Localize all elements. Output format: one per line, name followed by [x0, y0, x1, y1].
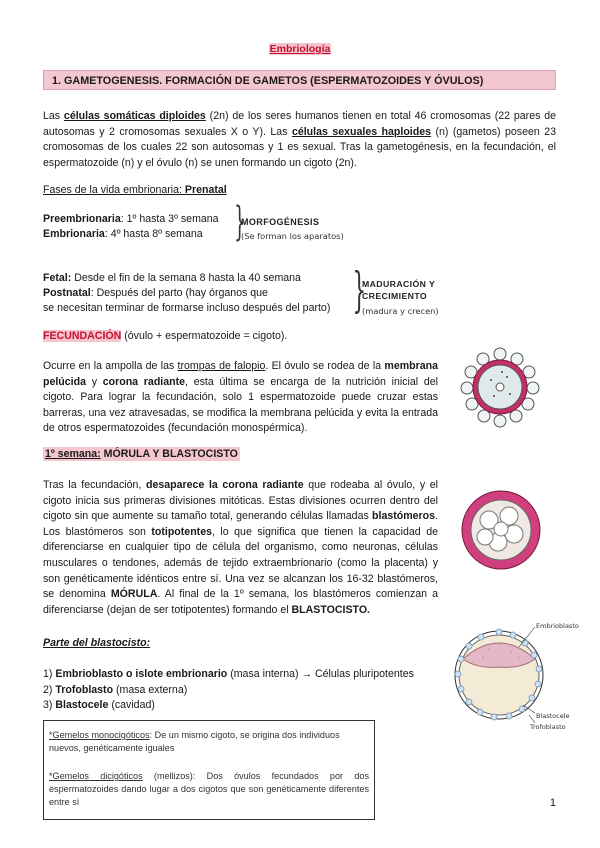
fecundacion-paragraph: Ocurre en la ampolla de las trompas de falopio. El óvulo se rodea de la membrana pelúcida y corona radiante, esta última se encarga de la nutrición inicial del cigoto. Para lograr la fecundación, solo 1 espermatozoide puede cruzar estas barreras, una vez atravesadas, se modifica la membrana pelúcida y evita la entrada de otros espermatozoides (fecundación monospérmica).: [43, 360, 438, 435]
phase-list-2: Fetal: Desde el fin de la semana 8 hasta la 40 semana Postnatal: Después del parto (hay órganos que se necesitan terminar de formarse incluso después del parto): [43, 272, 331, 314]
maduracion-label: MADURACIÓN Y: [362, 279, 436, 289]
blastocisto-illustration: [449, 617, 555, 739]
crecimiento-label: CRECIMIENTO: [362, 291, 428, 301]
semana1-heading: 1º semana: MÓRULA Y BLASTOCISTO: [45, 448, 238, 460]
section-heading-gametogenesis: 1. GAMETOGENESIS. FORMACIÓN DE GAMETOS (ESPERMATOZOIDES Y ÓVULOS): [43, 70, 556, 90]
morfogenesis-sub: (Se forman los aparatos): [241, 231, 344, 241]
label-blastocele: Blastocele: [536, 712, 570, 720]
document-title: Embriología: [269, 43, 331, 55]
brace-icon: }: [233, 199, 246, 245]
page-number: 1: [549, 797, 556, 809]
intro-paragraph: Las células somáticas diploides (2n) de los seres humanos tienen en total 46 cromosomas (22 pares de autosomas y 2 cromosomas sexuales X o Y). Las células sexuales haploides (n) (gametos) poseen 23 cromosomas de los cuales 22 son autosomas y 1 es sexual. Tras la gametogénesis, en la fecundación, el espermatozoide (n) y el óvulo (n) se unen formando un cigoto (2n).: [43, 110, 557, 169]
brace-icon: }: [352, 262, 367, 318]
phases-heading: Fases de la vida embrionaria: Prenatal: [43, 184, 227, 196]
list-item: 2) Trofoblasto (masa externa): [43, 683, 188, 696]
list-item: 1) Embrioblasto o islote embrionario (masa interna) → Células pluripotentes: [43, 668, 414, 680]
note-dicigoticos: *Gemelos dicigóticos (mellizos): Dos óvulos fecundados por dos espermatozoides dando lugar a dos cigotos que son genéticamente diferentes entre sí: [49, 771, 369, 807]
note-monocigoticos: *Gemelos monocigóticos: De un mismo cigoto, se origina dos individuos nuevos, genéticamente iguales: [49, 730, 340, 753]
blastocisto-heading: Parte del blastocisto:: [43, 637, 151, 649]
ovulo-illustration: [457, 344, 543, 430]
list-item: 3) Blastocele (cavidad): [43, 699, 155, 712]
semana1-paragraph: Tras la fecundación, desaparece la corona radiante que rodeaba al óvulo, y el cigoto inicia sus primeras divisiones mitóticas. Estas divisiones ocurren dentro del cigoto sin que aumente su tamaño total, generando células llamadas blastómeros. Los blastómeros son totipotentes, lo que significa que tienen la capacidad de diferenciarse en cualquier tipo de célula del organismo, como neuronas, células musculares o tendones, además de tejido extraembrionario (como la placenta) y son genéticamente idénticos entre sí. Una vez se alcanzan los 16-32 blastómeros, se denomina MÓRULA. Al final de la 1º semana, los blastómeros comienzan a diferenciarse (dejan de ser totipotentes) formando el BLASTOCISTO.: [43, 479, 439, 616]
label-trofoblasto: Trofoblasto: [530, 723, 566, 731]
morfogenesis-label: MORFOGÉNESIS: [241, 217, 320, 227]
fecundacion-heading: FECUNDACIÓN (óvulo + espermatozoide = cigoto).: [43, 330, 288, 342]
phase-list-1: Preembrionaria: 1º hasta 3º semana Embrionaria: 4º hasta 8º semana: [43, 213, 219, 240]
maduracion-sub: (madura y crecen): [362, 306, 439, 316]
label-embrioblasto: Embrioblasto: [536, 622, 579, 630]
gemelos-note-box: [43, 720, 375, 820]
blastocisto-parts-list: [43, 667, 414, 714]
morula-illustration: [458, 487, 544, 573]
